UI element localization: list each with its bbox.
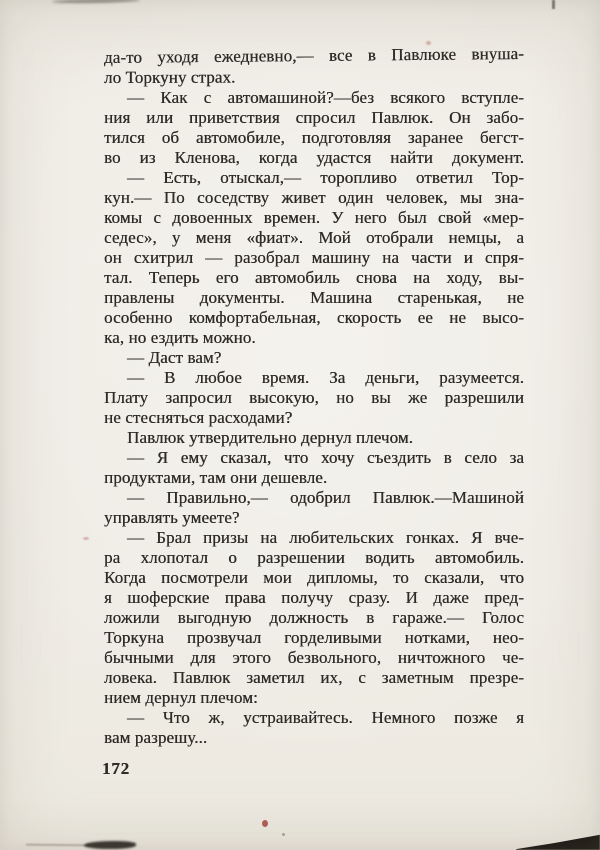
- text-line: — Есть, отыскал,— торопливо ответил Тор-: [127, 168, 524, 187]
- text-line: — Даст вам?: [127, 348, 222, 367]
- text-line: седес», у меня «фиат». Мой отобрали немцы, а: [104, 228, 524, 247]
- text-line: ра хлопотал о разрешении водить автомобиль.: [104, 548, 524, 567]
- text-line: управлять умеете?: [104, 508, 240, 527]
- text-line: — Что ж, устраивайтесь. Немного позже я: [127, 708, 524, 727]
- scan-smudge-bottom-left: [84, 841, 136, 849]
- text-line: бычными для этого безвольного, ничтожного че-: [104, 648, 524, 667]
- text-line: ния или приветствия спросил Павлюк. Он забо-: [104, 108, 524, 127]
- text-line: вам разрешу...: [104, 728, 208, 747]
- text-line: ло Торкуну страх.: [103, 67, 236, 88]
- text-line: ка, но ездить можно.: [104, 328, 256, 347]
- text-line: кун.— По соседству живет один человек, мы зна-: [104, 188, 524, 207]
- text-line: нием дернул плечом:: [104, 688, 258, 707]
- scan-tick-top-right: [552, 0, 555, 9]
- page-text: [103, 43, 524, 748]
- text-line: не стесняться расходами?: [104, 408, 293, 427]
- text-line: продуктами, там они дешевле.: [104, 468, 328, 487]
- text-line: Торкуна прозвучал горделивыми нотками, нео-: [104, 628, 524, 647]
- red-ink-speck-margin: [83, 537, 89, 540]
- text-line: Когда посмотрели мои дипломы, то сказали, что: [104, 568, 524, 587]
- text-line: комы с довоенных времен. У него был свой «мер-: [104, 208, 524, 227]
- text-line: во из Кленова, когда удастся найти документ.: [104, 148, 524, 167]
- text-line: Плату запросил высокую, но вы же разрешили: [104, 388, 524, 407]
- text-line: Павлюк утвердительно дернул плечом.: [127, 428, 414, 447]
- scan-scratch-bottom-left: [26, 844, 90, 847]
- text-line: — Как с автомашиной?—без всякого вступле-: [127, 88, 524, 107]
- text-line: — Я ему сказал, что хочу съездить в село за: [127, 448, 524, 467]
- text-line: да-то уходя ежедневно,— все в Павлюке внуша-: [103, 43, 524, 68]
- text-line: правлены документы. Машина старенькая, не: [104, 288, 524, 307]
- page-number: 172: [102, 759, 130, 778]
- text-line: — Брал призы на любительских гонках. Я вче-: [127, 528, 524, 547]
- text-line: он схитрил — разобрал машину на части и спря-: [104, 248, 524, 267]
- text-line: тился об автомобиле, подготовляя заранее бегст-: [104, 128, 524, 147]
- text-line: — Правильно,— одобрил Павлюк.—Машиной: [127, 488, 524, 507]
- red-ink-dot-bottom: [262, 820, 268, 827]
- text-line: особенно комфортабельная, скорость ее не высо-: [104, 308, 524, 327]
- text-line: — В любое время. За деньги, разумеется.: [127, 368, 524, 387]
- text-line: ловека. Павлюк заметил их, с заметным презре-: [104, 668, 524, 687]
- text-line: ложили выгодную должность в гараже.— Голос: [104, 608, 524, 627]
- scan-shadow-bottom-right-corner: [516, 832, 600, 850]
- text-line: тал. Теперь его автомобиль снова на ходу, вы-: [104, 268, 524, 287]
- scan-smudge-top: [52, 0, 140, 4]
- gray-speck-bottom: [282, 833, 285, 836]
- text-line: я шоферские права получу сразу. И даже пред-: [104, 588, 524, 607]
